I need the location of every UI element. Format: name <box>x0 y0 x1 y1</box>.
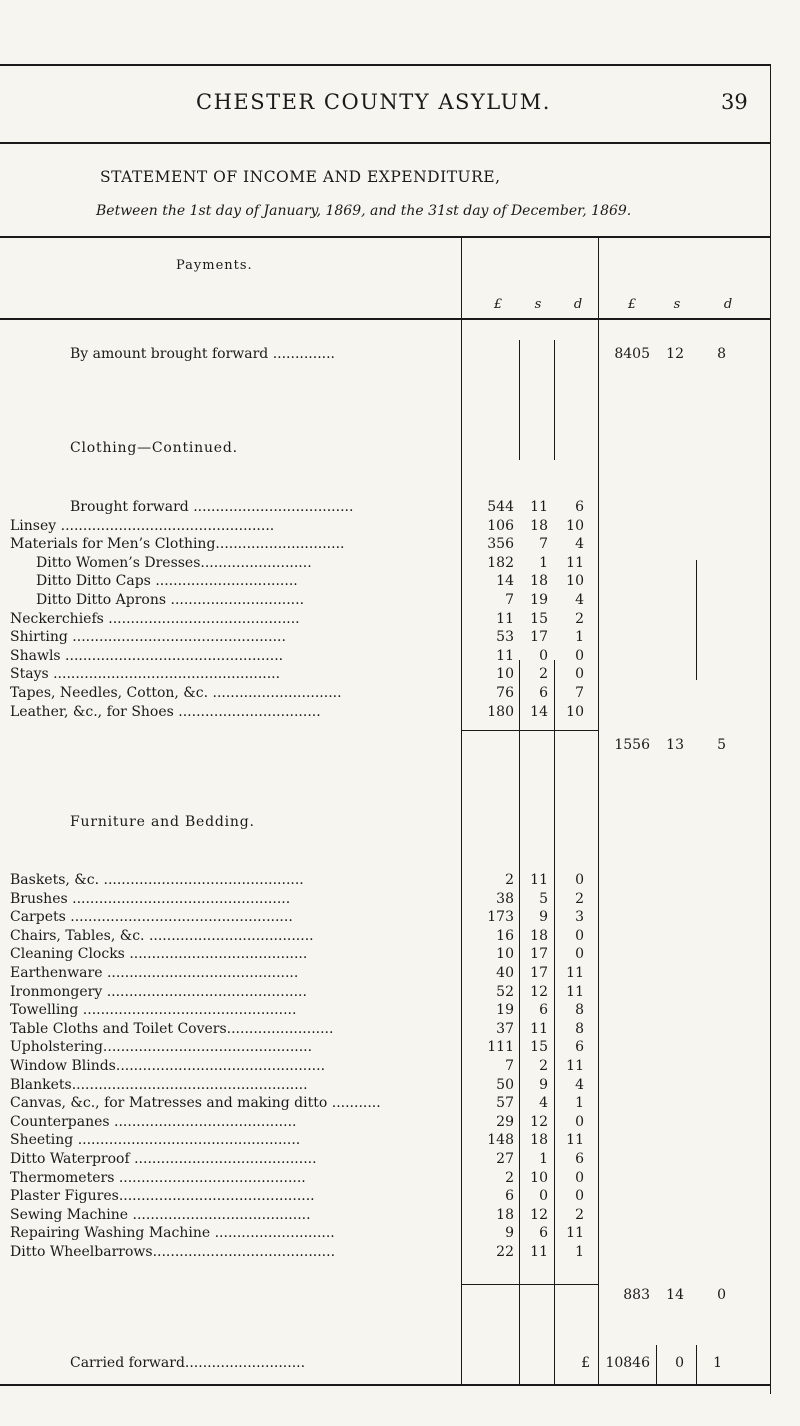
table-row-label: Baskets, &c. ............................................. <box>10 872 304 888</box>
table-row-pounds: 14 <box>496 573 514 590</box>
top-rule <box>0 64 770 66</box>
col-divider-inner-group <box>598 236 599 1384</box>
table-row-pence: 0 <box>575 927 584 944</box>
table-row-shillings: 18 <box>530 1132 548 1149</box>
table-row-shillings: 18 <box>530 573 548 590</box>
table-row-pence: 0 <box>575 666 584 683</box>
table-row-pounds: 40 <box>496 965 514 981</box>
pounds-col-head-1: £ <box>493 297 503 312</box>
table-row-shillings: 2 <box>539 666 548 683</box>
carried-forward-label: Carried forward........................... <box>70 1355 306 1371</box>
table-row-pence: 2 <box>575 890 584 907</box>
header-rule <box>0 142 770 144</box>
table-row-shillings: 12 <box>530 1206 548 1223</box>
table-row-label: Tapes, Needles, Cotton, &c. ............................. <box>10 685 342 701</box>
table-row-pence: 2 <box>575 1206 584 1223</box>
col-divider-pounds2 <box>656 1345 657 1384</box>
brought-forward-pence: 8 <box>717 346 726 362</box>
table-row-pounds: 11 <box>496 610 514 627</box>
table-row-pence: 4 <box>575 1076 584 1093</box>
table-row-pounds: 11 <box>496 647 514 664</box>
table-row-label: Blankets..................................................... <box>10 1076 308 1093</box>
table-row-label: Earthenware ........................................... <box>10 965 299 981</box>
table-row-pence: 8 <box>575 1020 584 1037</box>
table-row-shillings: 18 <box>530 517 548 534</box>
table-row-label: Brought forward .................................... <box>70 499 354 515</box>
table-row-pence: 1 <box>575 1244 584 1260</box>
table-row-label: Towelling ................................................ <box>10 1002 297 1019</box>
table-row-label: Upholstering............................................... <box>10 1039 313 1056</box>
table-row-pence: 0 <box>575 1113 584 1130</box>
table-row-shillings: 15 <box>530 1039 548 1056</box>
table-row-shillings: 0 <box>539 647 548 664</box>
table-row-pounds: 19 <box>496 1002 514 1019</box>
shillings-col-head-2: s <box>673 297 681 312</box>
table-row-pounds: 57 <box>496 1095 514 1112</box>
table-row-shillings: 5 <box>539 890 548 907</box>
table-row-shillings: 17 <box>530 965 548 981</box>
table-row-label: Ditto Women’s Dresses......................... <box>36 554 312 571</box>
table-row-pounds: 356 <box>487 536 514 553</box>
table-row-pence: 4 <box>575 592 584 608</box>
brought-forward-pounds: 8405 <box>614 346 650 362</box>
table-row-shillings: 1 <box>539 1151 548 1167</box>
table-row-label: Repairing Washing Machine ........................... <box>10 1225 335 1242</box>
table-row-pence: 11 <box>566 1225 584 1242</box>
clothing-total-pounds: 1556 <box>614 737 650 753</box>
table-row-pounds: 7 <box>505 592 514 608</box>
page-number: 39 <box>721 90 748 114</box>
table-row-label: Plaster Figures............................................ <box>10 1188 315 1205</box>
table-row-pounds: 53 <box>496 629 514 646</box>
furniture-total-pounds: 883 <box>623 1287 650 1303</box>
table-row-pence: 0 <box>575 1188 584 1205</box>
table-row-label: Cleaning Clocks ........................................ <box>10 946 308 963</box>
table-row-shillings: 18 <box>530 927 548 944</box>
table-row-pence: 6 <box>575 499 584 515</box>
table-row-pence: 3 <box>575 909 584 926</box>
table-row-pence: 4 <box>575 536 584 553</box>
table-row-pence: 7 <box>575 685 584 701</box>
carried-forward-shillings: 0 <box>675 1355 684 1371</box>
table-row-pounds: 18 <box>496 1206 514 1223</box>
table-row-pence: 2 <box>575 610 584 627</box>
table-row-pounds: 29 <box>496 1113 514 1130</box>
furniture-total-pence: 0 <box>717 1287 726 1303</box>
table-row-pounds: 182 <box>487 554 514 571</box>
table-row-pounds: 10 <box>496 666 514 683</box>
col-divider-shillings1 <box>554 660 555 1384</box>
pence-col-head-1: d <box>573 297 583 312</box>
table-row-label: Sheeting .................................................. <box>10 1132 301 1149</box>
table-top-rule <box>0 236 770 238</box>
table-row-pence: 11 <box>566 965 584 981</box>
brought-forward-shillings: 12 <box>666 346 684 362</box>
table-row-pence: 11 <box>566 1132 584 1149</box>
table-bottom-rule <box>0 1384 770 1386</box>
table-row-pence: 0 <box>575 647 584 664</box>
table-row-shillings: 7 <box>539 536 548 553</box>
table-row-pence: 0 <box>575 872 584 888</box>
table-row-shillings: 17 <box>530 946 548 963</box>
table-row-pounds: 22 <box>496 1244 514 1260</box>
table-row-pounds: 10 <box>496 946 514 963</box>
table-row-pounds: 37 <box>496 1020 514 1037</box>
clothing-total-shillings: 13 <box>666 737 684 753</box>
table-row-pounds: 16 <box>496 927 514 944</box>
col-divider-pounds1 <box>519 660 520 1384</box>
table-row-shillings: 6 <box>539 1225 548 1242</box>
carried-forward-pounds: 10846 <box>605 1355 650 1371</box>
table-row-label: Canvas, &c., for Matresses and making ditto ........... <box>10 1095 381 1112</box>
col-divider-label <box>461 236 462 1384</box>
pounds-col-head-2: £ <box>627 297 637 312</box>
payments-heading: Payments. <box>176 258 253 273</box>
table-row-label: Window Blinds............................................... <box>10 1058 326 1074</box>
table-row-pence: 11 <box>566 983 584 1000</box>
col-divider-shillings2 <box>696 1345 697 1384</box>
table-row-pounds: 544 <box>487 499 514 515</box>
table-row-label: Ditto Ditto Aprons .............................. <box>36 592 305 608</box>
table-row-shillings: 4 <box>539 1095 548 1112</box>
statement-subtitle: Between the 1st day of January, 1869, and the 31st day of December, 1869. <box>96 203 632 219</box>
table-row-label: Table Cloths and Toilet Covers........................ <box>10 1020 334 1037</box>
furniture-total-rule <box>462 1284 598 1285</box>
furniture-total-shillings: 14 <box>666 1287 684 1303</box>
table-row-pence: 10 <box>566 703 584 720</box>
table-row-label: Ditto Ditto Caps ................................ <box>36 573 298 590</box>
running-title: CHESTER COUNTY ASYLUM. <box>196 90 551 114</box>
carried-forward-pence: 1 <box>713 1355 722 1371</box>
table-row-shillings: 6 <box>539 1002 548 1019</box>
table-row-pounds: 2 <box>505 872 514 888</box>
table-row-label: Chairs, Tables, &c. ..................................... <box>10 927 314 944</box>
table-row-shillings: 15 <box>530 610 548 627</box>
col-divider-upper-1 <box>519 340 520 460</box>
table-row-pence: 10 <box>566 517 584 534</box>
brought-forward-label: By amount brought forward .............. <box>70 346 336 362</box>
table-row-label: Ditto Waterproof ......................................... <box>10 1151 317 1167</box>
table-row-pence: 11 <box>566 1058 584 1074</box>
table-row-label: Sewing Machine ........................................ <box>10 1206 311 1223</box>
table-row-shillings: 9 <box>539 1076 548 1093</box>
table-row-shillings: 2 <box>539 1058 548 1074</box>
table-row-pounds: 148 <box>487 1132 514 1149</box>
table-row-pence: 0 <box>575 1169 584 1186</box>
pence-col-head-2: d <box>723 297 733 312</box>
table-row-label: Linsey ................................................ <box>10 517 275 534</box>
table-row-shillings: 11 <box>530 1020 548 1037</box>
table-row-shillings: 12 <box>530 1113 548 1130</box>
table-row-shillings: 19 <box>530 592 548 608</box>
table-row-shillings: 1 <box>539 554 548 571</box>
table-row-label: Neckerchiefs ........................................... <box>10 610 300 627</box>
table-row-pounds: 52 <box>496 983 514 1000</box>
col-divider-upper-2 <box>554 340 555 460</box>
table-row-label: Thermometers .......................................... <box>10 1169 306 1186</box>
table-row-pounds: 106 <box>487 517 514 534</box>
table-row-label: Ironmongery ............................................. <box>10 983 307 1000</box>
table-row-shillings: 14 <box>530 703 548 720</box>
table-row-pounds: 6 <box>505 1188 514 1205</box>
table-row-pence: 1 <box>575 1095 584 1112</box>
right-edge-rule <box>770 64 771 1394</box>
table-head-rule <box>0 318 770 320</box>
table-row-pounds: 7 <box>505 1058 514 1074</box>
table-row-pounds: 111 <box>487 1039 514 1056</box>
table-row-pounds: 2 <box>505 1169 514 1186</box>
table-row-pence: 6 <box>575 1039 584 1056</box>
table-row-shillings: 17 <box>530 629 548 646</box>
table-row-pounds: 50 <box>496 1076 514 1093</box>
table-row-label: Brushes ................................................. <box>10 890 291 907</box>
table-row-shillings: 9 <box>539 909 548 926</box>
table-row-label: Materials for Men’s Clothing............................. <box>10 536 345 553</box>
statement-title: STATEMENT OF INCOME AND EXPENDITURE, <box>100 168 501 186</box>
table-row-shillings: 12 <box>530 983 548 1000</box>
clothing-total-rule <box>462 730 598 731</box>
carried-forward-pound-sign: £ <box>581 1355 590 1371</box>
table-row-pounds: 180 <box>487 703 514 720</box>
shillings-col-head-1: s <box>534 297 542 312</box>
table-row-pounds: 173 <box>487 909 514 926</box>
clothing-total-pence: 5 <box>717 737 726 753</box>
table-row-shillings: 6 <box>539 685 548 701</box>
table-row-pence: 10 <box>566 573 584 590</box>
table-row-pounds: 76 <box>496 685 514 701</box>
furniture-heading: Furniture and Bedding. <box>70 814 255 830</box>
clothing-heading: Clothing—Continued. <box>70 440 238 456</box>
table-row-pence: 0 <box>575 946 584 963</box>
table-row-shillings: 0 <box>539 1188 548 1205</box>
table-row-shillings: 10 <box>530 1169 548 1186</box>
table-row-pence: 1 <box>575 629 584 646</box>
table-row-pounds: 38 <box>496 890 514 907</box>
table-row-pence: 6 <box>575 1151 584 1167</box>
col-divider-right <box>696 560 697 680</box>
table-row-label: Shirting ................................................ <box>10 629 286 646</box>
table-row-pence: 8 <box>575 1002 584 1019</box>
table-row-pounds: 27 <box>496 1151 514 1167</box>
table-row-label: Ditto Wheelbarrows......................................... <box>10 1244 336 1260</box>
table-row-label: Counterpanes ......................................... <box>10 1113 297 1130</box>
table-row-label: Carpets .................................................. <box>10 909 293 926</box>
table-row-shillings: 11 <box>530 499 548 515</box>
table-row-label: Stays ................................................... <box>10 666 281 683</box>
table-row-shillings: 11 <box>530 872 548 888</box>
table-row-pence: 11 <box>566 554 584 571</box>
table-row-label: Leather, &c., for Shoes ................................ <box>10 703 321 720</box>
table-row-shillings: 11 <box>530 1244 548 1260</box>
table-row-label: Shawls ................................................. <box>10 647 284 664</box>
table-row-pounds: 9 <box>505 1225 514 1242</box>
